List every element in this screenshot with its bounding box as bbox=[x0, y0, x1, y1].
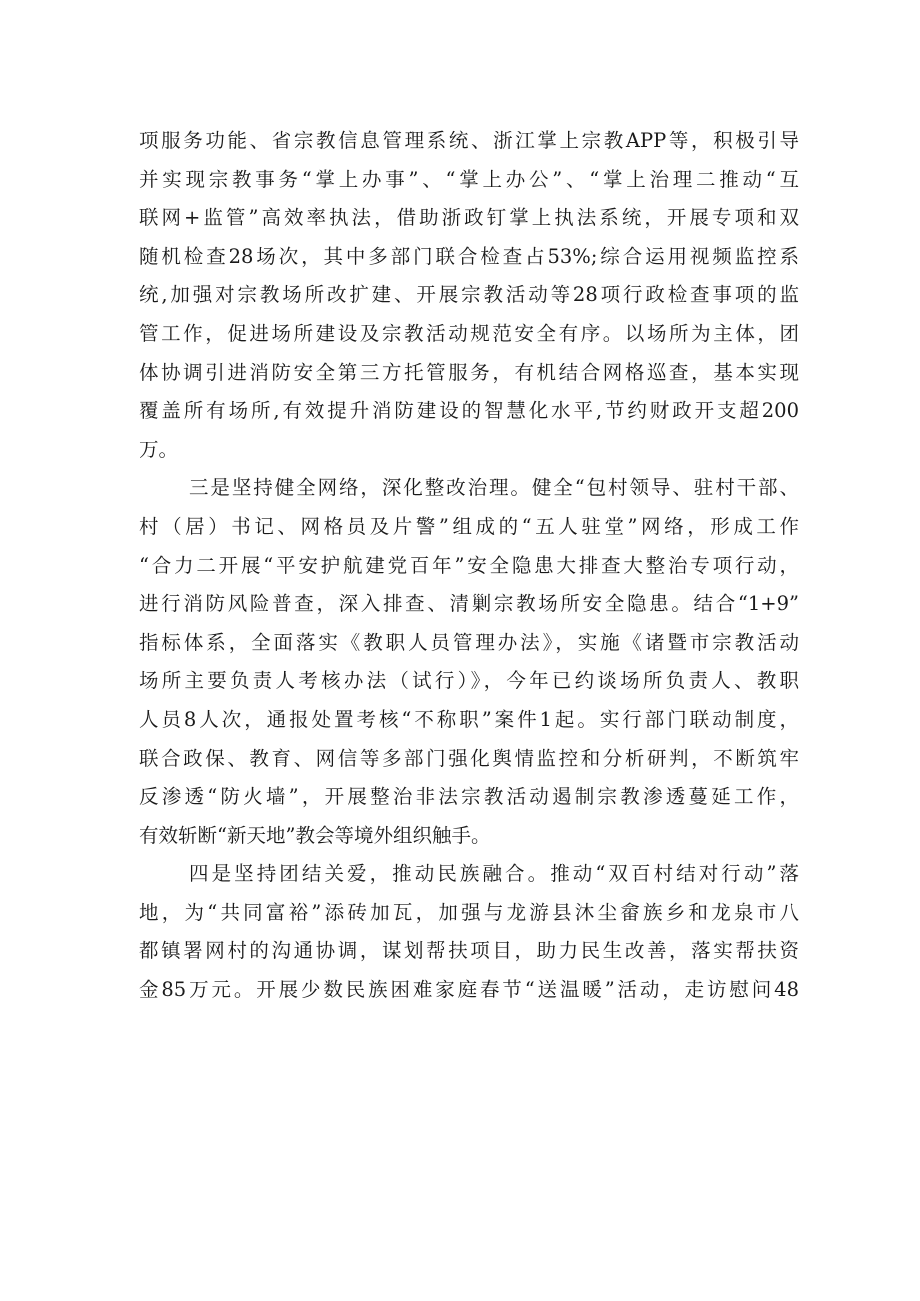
text-line: 并实现宗教事务“掌上办事”、“掌上办公”、“掌上治理二推动“互 bbox=[139, 167, 799, 191]
text-line: 进行消防风险普查，深入排查、清剿宗教场所安全隐患。结合“1+9” bbox=[139, 592, 799, 616]
text-line: 村（居）书记、网格员及片警”组成的“五人驻堂”网络，形成工作 bbox=[139, 514, 799, 538]
text-line: 都镇署网村的沟通协调，谋划帮扶项目，助力民生改善，落实帮扶资 bbox=[139, 939, 799, 963]
text-line: 统,加强对宗教场所改扩建、开展宗教活动等28项行政检查事项的监 bbox=[139, 283, 799, 307]
text-line: 体协调引进消防安全第三方托管服务，有机结合网格巡查，基本实现 bbox=[139, 360, 799, 384]
text-line: 指标体系，全面落实《教职人员管理办法》，实施《诸暨市宗教活动 bbox=[139, 630, 799, 654]
text-line: 万。 bbox=[139, 437, 179, 461]
document-body bbox=[139, 122, 799, 1010]
paragraph-start-line: 三是坚持健全网络，深化整改治理。健全“包村领导、驻村干部、 bbox=[189, 476, 799, 500]
text-line: 联合政保、教育、网信等多部门强化舆情监控和分析研判，不断筑牢 bbox=[139, 746, 799, 770]
text-line: 金85万元。开展少数民族困难家庭春节“送温暖”活动，走访慰问48 bbox=[139, 978, 799, 1002]
text-line: 联网+监管”高效率执法，借助浙政钉掌上执法系统，开展专项和双 bbox=[139, 206, 799, 230]
text-line: 地，为“共同富裕”添砖加瓦，加强与龙游县沐尘畲族乡和龙泉市八 bbox=[139, 900, 799, 924]
text-line: 项服务功能、省宗教信息管理系统、浙江掌上宗教APP等，积极引导 bbox=[139, 129, 799, 152]
text-line: 管工作，促进场所建设及宗教活动规范安全有序。以场所为主体，团 bbox=[139, 321, 799, 345]
text-line: 有效斩断“新天地”教会等境外组织触手。 bbox=[139, 823, 491, 847]
text-line: 人员8人次，通报处置考核“不称职”案件1起。实行部门联动制度， bbox=[139, 707, 799, 731]
text-line: 场所主要负责人考核办法（试行）》，今年已约谈场所负责人、教职 bbox=[139, 669, 799, 693]
text-line: “合力二开展“平安护航建党百年”安全隐患大排查大整治专项行动， bbox=[139, 553, 799, 577]
text-line: 随机检查28场次，其中多部门联合检查占53%;综合运用视频监控系 bbox=[139, 244, 799, 268]
text-line: 覆盖所有场所,有效提升消防建设的智慧化水平,节约财政开支超200 bbox=[139, 399, 799, 423]
text-line: 反渗透“防火墙”，开展整治非法宗教活动遏制宗教渗透蔓延工作， bbox=[139, 785, 799, 809]
paragraph-start-line: 四是坚持团结关爱，推动民族融合。推动“双百村结对行动”落 bbox=[189, 862, 799, 886]
